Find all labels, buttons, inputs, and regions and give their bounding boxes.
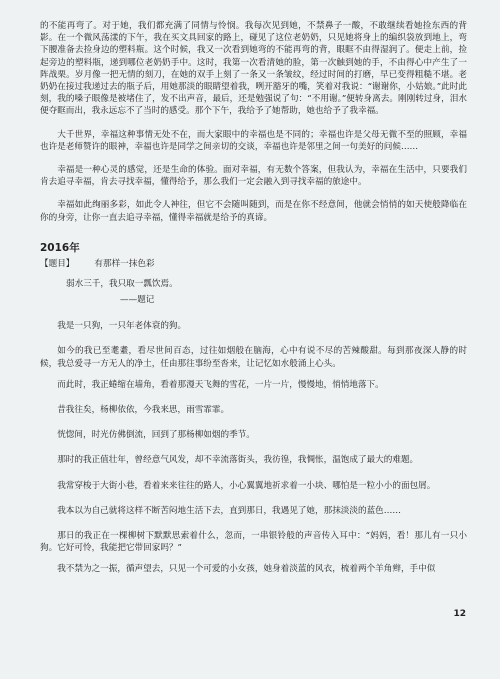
essay-paragraph: 幸福如此绚丽多彩，如此令人神往，但它不会随叫随到，而是在你不经意间，他就会悄悄的如天使般降临在你的身旁，让你一直去追寻幸福，懂得幸福就是给予的真谛。 (40, 200, 467, 223)
story-paragraph: 我不禁为之一振，循声望去，只见一个可爱的小女孩，她身着淡蓝的风衣，梳着两个羊角辫，手中似 (57, 564, 436, 575)
story-paragraph: 我常穿梭于大街小巷，看着来来往往的路人，小心翼翼地祈求着一小块、哪怕是一粒小小的面包屑。 (57, 480, 436, 491)
story-paragraph: 而此时，我正蜷缩在墙角，看着那漫天飞舞的雪花，一片一片，慢慢地，悄悄地落下。 (57, 379, 384, 390)
essay-paragraph: 幸福是一种心灵的感觉，还是生命的体验。面对幸福，有无数个答案，但我认为，幸福在生活中，只要我们肯去追寻幸福，肯去寻找幸福，懂得给予，那么我们一定会融入到寻找幸福的旅途中。 (40, 165, 467, 188)
story-paragraph: 如今的我已至耄耋，看尽世间百态，过往如烟般在脑海，心中有说不尽的苦辣酸甜。每到那夜深人静的时候，我总爱寻一方无人的净土，任由那往事纷至沓来，让记忆如水般涌上心头。 (40, 346, 467, 369)
essay-paragraph: 大千世界，幸福这种事情无处不在，而大家眼中的幸福也是不同的；幸福也许是父母无微不至的照顾，幸福也许是老师赞许的眼神，幸福也许是同学之间亲切的交谈，幸福也许是邻里之间一句美好的问候…… (40, 129, 467, 152)
epigraph-signature: ——题记 (120, 295, 155, 306)
epigraph: 弱水三千，我只取一瓢饮焉。 (66, 278, 178, 289)
topic-tag: 【题目】 (40, 258, 75, 269)
topic-title: 有那样一抹色彩 (94, 258, 155, 269)
story-paragraph: 我本以为自己就将这样不断苦闷地生活下去，直到那日，我遇见了她，那抹淡淡的蓝色…… (57, 505, 401, 516)
story-body (40, 320, 467, 575)
topic-line (40, 257, 467, 269)
page-number: 12 (453, 609, 466, 619)
story-paragraph: 那日的我正在一棵柳树下默默思索着什么，忽而，一串银铃般的声音传入耳中：“妈妈，看！那儿有一只小狗。它好可怜，我能把它带回家吗？” (40, 531, 467, 554)
story-paragraph: 昔我往矣，杨柳依依，今我来思，雨雪霏霏。 (57, 405, 230, 416)
essay-paragraph: 的不能再弯了。对于她，我们都充满了同情与怜悯。我每次见到她，不禁鼻子一酸，不敢继续看她捡东西的背影。在一个微风荡漾的下午，我在买文具回家的路上，碰见了这位老奶奶，只见她将身上的编织袋放到地上，弯下腰准备去捡身边的塑料瓶。这个时候，我又一次看到她弯的不能再弯的背，眼眶不由得湿润了。便走上前，捡起旁边的塑料瓶，递到哪位老奶奶手中。这时，我第一次看清她的脸，第一次触到她的手，不由得心中产生了一阵战栗。岁月像一把无情的刻刀，在她的双手上刻了一条又一条皱纹，经过时间的打磨，早已变得粗糙不堪。老奶奶在接过我递过去的瓶子后，用她那淡的眼睛望着我，咧开豁牙的嘴，笑着对我说：“谢谢你，小姑娘。”此时此刻，我的嗓子眼像是被堵住了，发不出声音，最后，还是勉强说了句：“不用谢。”便转身离去。刚刚转过身，泪水便夺眶而出，我永远忘不了当时的感受。那个下午，我给予了她帮助，她也给予了我幸福。 (40, 21, 467, 117)
essay-section (40, 20, 467, 224)
year-heading: 2016年 (40, 241, 80, 254)
story-paragraph: 恍惚间，时光仿佛倒流，回到了那杨柳如烟的季节。 (57, 430, 255, 441)
story-paragraph: 那时的我正值壮年，曾经意气风发，却不幸流落街头，我彷徨，我惆怅，温饱成了最大的难题。 (57, 455, 419, 466)
story-paragraph: 我是一只狗，一只年老体衰的狗。 (57, 321, 187, 332)
